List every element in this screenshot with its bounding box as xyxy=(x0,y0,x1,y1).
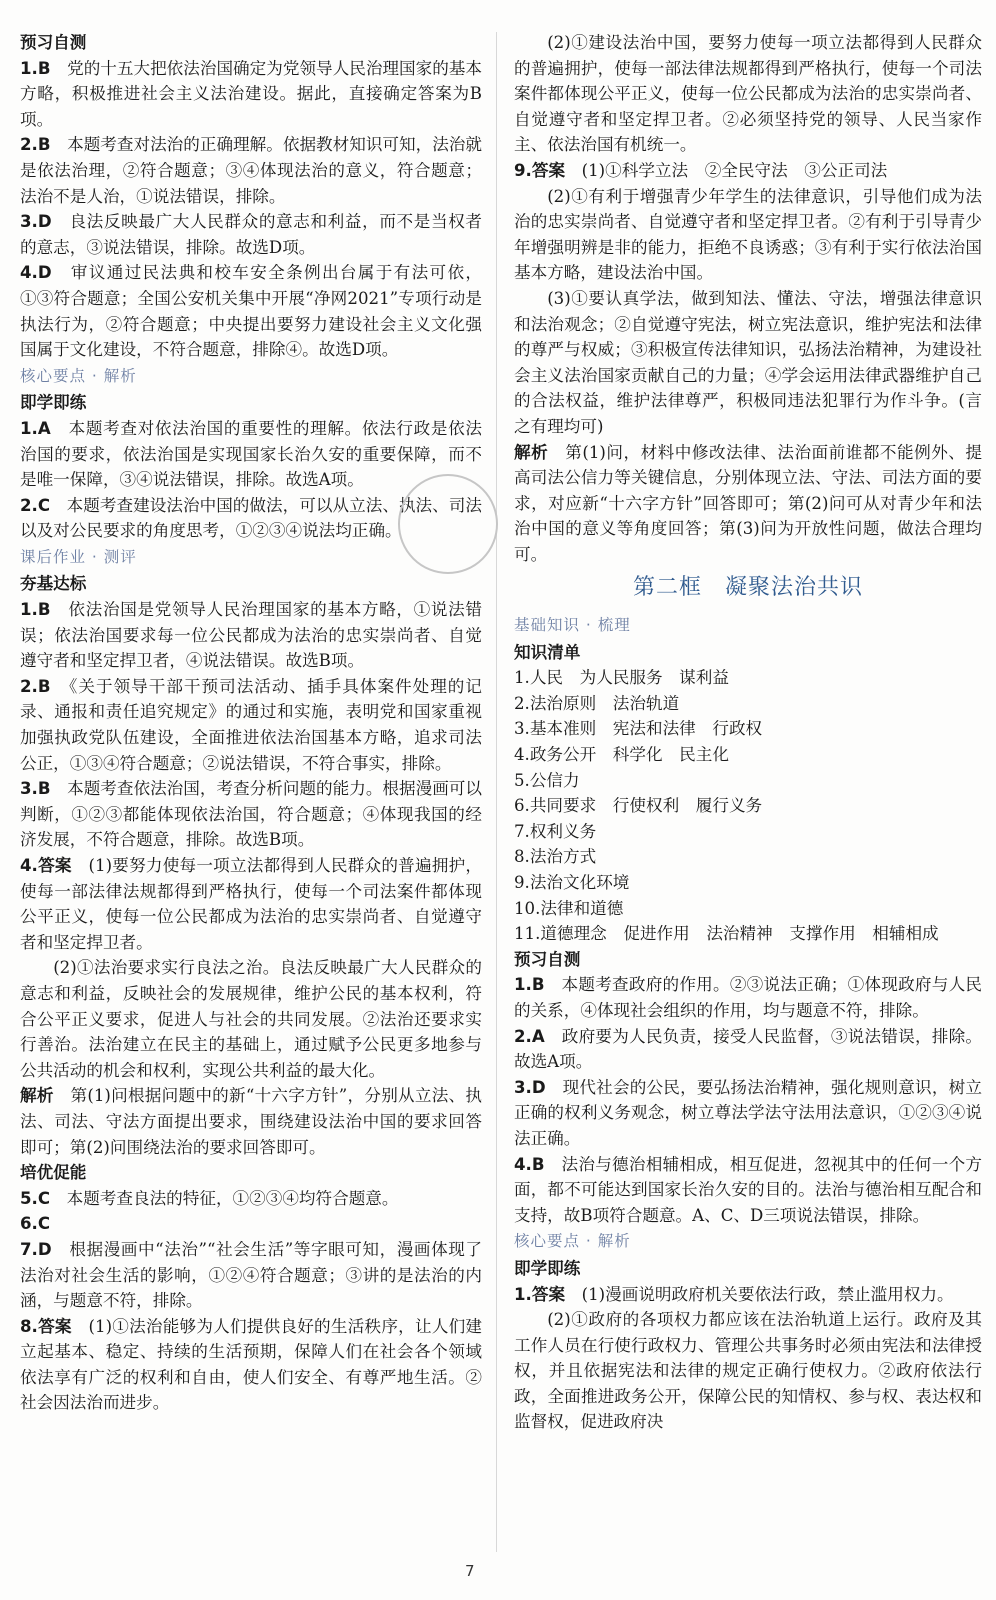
section-heading: 知识清单 xyxy=(514,642,581,662)
item-text: 依法治国是党领导人民治理国家的基本方略，①说法错误；依法治国要求每一位公民都成为法治的忠实崇尚者、自觉遵守者和坚定捍卫者，④说法错误。故选B项。 xyxy=(20,600,482,671)
answer-item xyxy=(514,1075,982,1152)
answer-item xyxy=(20,674,482,776)
item-number: 8.答案 xyxy=(20,1316,72,1336)
section-heading: 即学即练 xyxy=(20,393,87,413)
item-number: 2.B xyxy=(20,676,51,696)
item-number: 3.D xyxy=(514,1077,546,1097)
right-column xyxy=(514,30,982,1435)
item-text: 党的十五大把依法治国确定为党领导人民治理国家的基本方略，积极推进社会主义法治建设。据此，直接确定答案为B项。 xyxy=(20,58,482,129)
section-subtitle: 核心要点 · 解析 xyxy=(514,1232,631,1251)
item-text: 根据漫画中“法治”“社会生活”等字眼可知，漫画体现了法治对社会生活的影响，①②④符合题意；③讲的是法治的内涵，与题意不符，排除。 xyxy=(20,1239,482,1311)
left-column xyxy=(20,30,482,1416)
answer-item xyxy=(20,1314,482,1416)
answer-item xyxy=(20,132,482,209)
answer-item xyxy=(514,1024,982,1075)
item-text: (1)要努力使每一项立法都得到人民群众的普遍拥护，使每一部法律法规都得到严格执行，使每一个司法案件都体现公平正义，使每一位公民都成为法治的忠实崇尚者、自觉遵守者和坚定捍卫者。 xyxy=(20,856,482,952)
item-text: 本题考查良法的特征，①②③④均符合题意。 xyxy=(50,1188,399,1208)
item-number: 解析 xyxy=(514,442,549,462)
answer-item xyxy=(20,853,482,955)
answer-item xyxy=(20,776,482,853)
item-number: 1.B xyxy=(20,600,51,620)
item-number: 4.答案 xyxy=(20,856,72,875)
section-heading: 培优促能 xyxy=(20,1163,87,1183)
item-number: 1.答案 xyxy=(514,1284,566,1304)
item-text: 本题考查对依法治国的重要性的理解。依法行政是依法治国的要求，依法治国是实现国家长治久安的重要保障，而不是唯一保障，③④说法错误，排除。故选A项。 xyxy=(20,418,482,490)
answer-paragraph: (2)①法治要求实行良法之治。良法反映最广大人民群众的意志和利益，反映社会的发展规律，维护公民的基本权利，符合公平正义要求，促进人与社会的共同发展。②法治还要求实行善治。法治建立在民主的基础上，通过赋予公民更多地参与公共活动的机会和权利，实现公共利益的最大化。 xyxy=(20,958,482,1080)
item-number: 1.B xyxy=(514,975,545,995)
item-text: 本题考查依法治国，考查分析问题的能力。根据漫画可以判断，①②③都能体现依法治国，符合题意；④体现我国的经济发展，不符合题意，排除。故选B项。 xyxy=(20,779,482,850)
item-text: 政府要为人民负责，接受人民监督，③说法错误，排除。故选A项。 xyxy=(514,1026,982,1072)
item-text: 第(1)问根据问题中的新“十六字方针”，分别从立法、执法、司法、守法方面提出要求，围绕建设法治中国的要求回答即可；第(2)问围绕法治的要求回答即可。 xyxy=(20,1086,482,1157)
item-text: 审议通过民法典和校车安全条例出台属于有法可依，①③符合题意；全国公安机关集中开展“净网2021”专项行动是执法行为，②符合题意；中央提出要努力建设社会主义文化强国属于文化建设，不符合题意，排除④。故选D项。 xyxy=(20,263,482,360)
section-heading: 预习自测 xyxy=(514,949,581,969)
page-number: 7 xyxy=(465,1562,475,1580)
item-number: 3.B xyxy=(20,779,51,799)
answer-item xyxy=(514,972,982,1023)
knowledge-item: 7.权利义务 xyxy=(514,821,597,841)
answer-item xyxy=(514,158,982,184)
item-text: (1)漫画说明政府机关要依法行政，禁止滥用权力。 xyxy=(565,1284,954,1304)
knowledge-item: 4.政务公开 科学化 民主化 xyxy=(514,745,729,765)
item-number: 2.C xyxy=(20,495,51,515)
item-text: (1)①法治能够为人们提供良好的生活秩序，让人们建立起基本、稳定、持续的生活预期，保障人们在社会各个领域依法享有广泛的权利和自由，使人们安全、有尊严地生活。②社会因法治而进步。 xyxy=(20,1316,482,1413)
knowledge-item: 9.法治文化环境 xyxy=(514,873,630,892)
item-text: 现代社会的公民，要弘扬法治精神，强化规则意识，树立正确的权利义务观念，树立尊法学法守法用法意识，①②③④说法正确。 xyxy=(514,1077,982,1148)
item-number: 4.D xyxy=(20,263,52,283)
answer-item xyxy=(514,440,982,568)
chapter-title: 第二框 凝聚法治共识 xyxy=(632,575,863,601)
item-number: 4.B xyxy=(514,1154,545,1174)
answer-paragraph: (2)①有利于增强青少年学生的法律意识，引导他们成为法治的忠实崇尚者、自觉遵守者和坚定捍卫者。②有利于引导青少年增强明辨是非的能力，拒绝不良诱惑；③有利于实行依法治国基本方略，建设法治中国。 xyxy=(514,186,982,283)
answer-item xyxy=(20,1237,482,1314)
answer-paragraph: (2)①建设法治中国，要努力使每一项立法都得到人民群众的普遍拥护，使每一部法律法规都得到严格执行，使每一个司法案件都体现公平正义，使每一位公民都成为法治的忠实崇尚者、自觉遵守者和坚定捍卫者。②必须坚持党的领导、人民当家作主、依法治国有机统一。 xyxy=(514,33,982,155)
item-number: 3.D xyxy=(20,212,52,232)
answer-item xyxy=(20,1211,482,1237)
answer-paragraph: (2)①政府的各项权力都应该在法治轨道上运行。政府及其工作人员在行使行政权力、管理公共事务时必须由宪法和法律授权，并且依据宪法和法律的规定正确行使权力。②政府依法行政，全面推进政务公开，保障公民的知情权、参与权、表达权和监督权，促进政府决 xyxy=(514,1310,982,1432)
item-number: 2.A xyxy=(514,1026,545,1046)
knowledge-item: 8.法治方式 xyxy=(514,847,597,867)
stamp-mark xyxy=(398,474,498,574)
section-subtitle: 核心要点 · 解析 xyxy=(20,366,137,385)
knowledge-item: 3.基本准则 宪法和法律 行政权 xyxy=(514,719,763,739)
item-number: 解析 xyxy=(20,1086,54,1106)
item-text: 良法反映最广大人民群众的意志和利益，而不是当权者的意志，③说法错误，排除。故选D项。 xyxy=(20,212,482,257)
item-number: 1.B xyxy=(20,58,51,78)
item-text: (1)①科学立法 ②全民守法 ③公正司法 xyxy=(565,160,888,180)
section-heading: 即学即练 xyxy=(514,1258,581,1278)
item-number: 9.答案 xyxy=(514,160,566,180)
knowledge-item: 2.法治原则 法治轨道 xyxy=(514,693,680,713)
answer-item xyxy=(20,597,482,674)
knowledge-item: 11.道德理念 促进作用 法治精神 支撑作用 相辅相成 xyxy=(514,924,939,944)
item-number: 2.B xyxy=(20,135,51,155)
section-subtitle: 基础知识 · 梳理 xyxy=(514,616,631,635)
knowledge-item: 10.法律和道德 xyxy=(514,898,624,918)
answer-item xyxy=(20,260,482,362)
answer-item xyxy=(20,1186,482,1212)
item-text: 《关于领导干部干预司法活动、插手具体案件处理的记录、通报和责任追究规定》的通过和实施，表明党和国家重视加强执政党队伍建设，全面推进依法治国基本方略，追求司法公正，①③④符合题意；②说法错误，不符合事实，排除。 xyxy=(20,676,482,773)
knowledge-item: 1.人民 为人民服务 谋利益 xyxy=(514,668,729,688)
knowledge-item: 5.公信力 xyxy=(514,770,580,790)
answer-item xyxy=(20,209,482,260)
answer-paragraph: (3)①要认真学法，做到知法、懂法、守法，增强法律意识和法治观念；②自觉遵守宪法，树立宪法意识，维护宪法和法律的尊严与权威；③积极宣传法律知识，弘扬法治精神，为建设社会主义法治国家贡献自己的力量；④学会运用法律武器维护自己的合法权益，维护法律尊严，积极同违法犯罪行为作斗争。(言之有理均可) xyxy=(514,288,982,436)
item-number: 1.A xyxy=(20,418,51,438)
column-divider xyxy=(496,32,497,1552)
item-text: 法治与德治相辅相成，相互促进，忽视其中的任何一个方面，都不可能达到国家长治久安的目的。法治与德治相互配合和支持，故B项符合题意。A、C、D三项说法错误，排除。 xyxy=(514,1154,982,1225)
item-number: 7.D xyxy=(20,1239,52,1259)
answer-item xyxy=(20,56,482,133)
answer-item xyxy=(20,416,482,493)
answer-item xyxy=(20,1083,482,1160)
answer-item xyxy=(514,1152,982,1229)
item-number: 5.C xyxy=(20,1188,51,1208)
item-text: 本题考查对法治的正确理解。依据教材知识可知，法治就是依法治理，②符合题意；③④体现法治的意义，符合题意；法治不是人治，①说法错误，排除。 xyxy=(20,135,482,206)
section-heading: 预习自测 xyxy=(20,33,87,52)
item-text: 本题考查建设法治中国的做法，可以从立法、执法、司法以及对公民要求的角度思考，①②③④说法均正确。 xyxy=(20,495,482,541)
item-text xyxy=(50,1214,67,1233)
item-text: 第(1)问，材料中修改法律、法治面前谁都不能例外、提高司法公信力等关键信息，分别体现立法、守法、司法方面的要求，对应新“十六字方针”回答即可；第(2)问可从对青少年和法治中国的意义等角度回答；第(3)问为开放性问题，做法合理均可。 xyxy=(514,442,983,564)
item-text: 本题考查政府的作用。②③说法正确；①体现政府与人民的关系，④体现社会组织的作用，均与题意不符，排除。 xyxy=(514,975,982,1020)
section-subtitle: 课后作业 · 测评 xyxy=(20,547,137,566)
section-heading: 夯基达标 xyxy=(20,574,87,594)
item-number: 6.C xyxy=(20,1214,51,1234)
answer-item xyxy=(514,1282,982,1308)
knowledge-item: 6.共同要求 行使权利 履行义务 xyxy=(514,796,763,816)
